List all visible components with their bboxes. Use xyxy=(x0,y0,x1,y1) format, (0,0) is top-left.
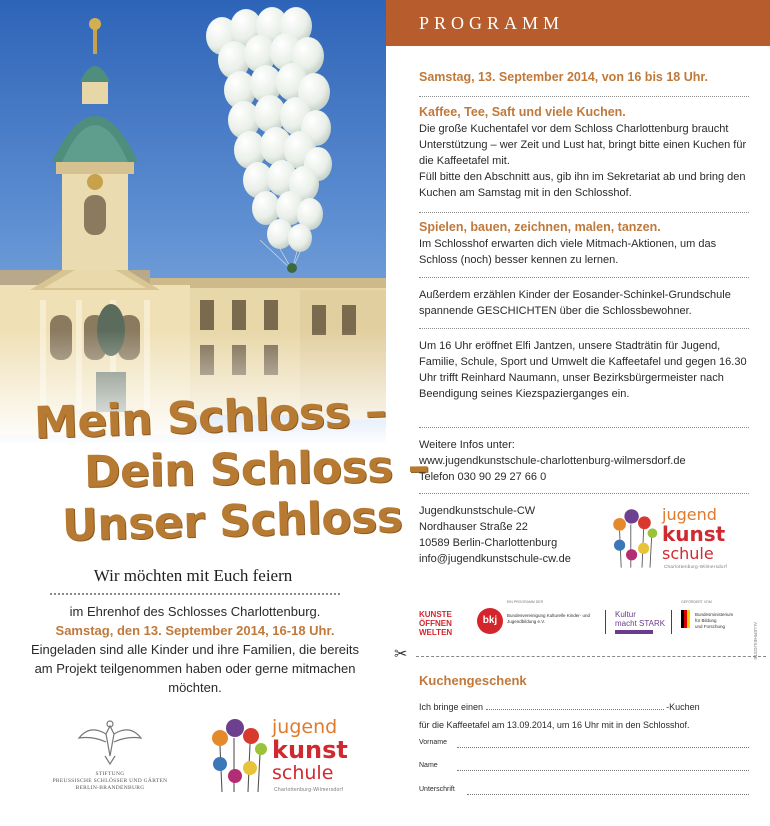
info-label: Weitere Infos unter: xyxy=(419,439,515,451)
unterschrift-field[interactable] xyxy=(419,786,749,800)
address-line-2: Nordhauser Straße 22 xyxy=(419,521,528,533)
logo-subtitle: Charlottenburg-Wilmersdorf xyxy=(274,787,344,793)
section-kuchen-text-2: Füll bitte den Abschnitt aus, gib ihn im Sekretariat ab und bring den Kuchen am Samstag mit in den Schlosshof. xyxy=(419,171,746,199)
section-spielen-heading: Spielen, bauen, zeichnen, malen, tanzen. xyxy=(419,220,661,234)
bkj-text: Bundesvereinigung Kulturelle Kinder- und Jugendbildung e.V. xyxy=(507,613,591,624)
bmbf-small-label: GEFÖRDERT VOM xyxy=(681,600,712,604)
celebrate-heading: Wir möchten mit Euch feiern xyxy=(93,566,293,585)
kuchen-line-2: für die Kaffeetafel am 13.09.2014, um 16 Uhr mit in den Schlosshof. xyxy=(419,720,690,730)
kuchen-type-field[interactable] xyxy=(486,702,664,710)
dotted-divider xyxy=(50,593,340,595)
section-eroeffnung-text: Um 16 Uhr eröffnet Elfi Jantzen, unsere Stadträtin für Jugend, Familie, Schule, Sport und Umwelt die Kaffeetafel und gegen 16.30 Uhr trifft Reinhard Naumann, unser Bezirksbürgermeister nach Beendigung seines Kiezspazierganges ein. xyxy=(419,340,747,400)
separator xyxy=(419,96,749,97)
kuchen-line-1b: -Kuchen xyxy=(666,702,700,712)
kuchengeschenk-title: Kuchengeschenk xyxy=(419,673,527,688)
info-block xyxy=(419,437,749,485)
partner-logos xyxy=(419,598,759,646)
separator xyxy=(419,328,749,329)
flowers-icon xyxy=(610,506,658,570)
section-spielen-text: Im Schlosshof erwarten dich viele Mitmach-Aktionen, um das Schloss (noch) besser kennen zu lernen. xyxy=(419,238,717,266)
ko-line-1: KUNSTE xyxy=(419,610,452,619)
name-label: Name xyxy=(419,762,438,769)
headline xyxy=(0,385,430,560)
address-line-3: 10589 Berlin-Charlottenburg xyxy=(419,537,558,549)
scissors-icon: ✂ xyxy=(394,646,408,663)
vorname-line[interactable] xyxy=(457,747,749,748)
separator xyxy=(419,493,749,494)
km-line-2: macht STARK xyxy=(615,619,666,628)
bkj-mark: bkj xyxy=(477,608,503,634)
unterschrift-label: Unterschrift xyxy=(419,786,455,793)
vorname-label: Vorname xyxy=(419,739,448,746)
bmbf-logo xyxy=(681,608,753,638)
info-phone: Telefon 030 90 29 27 66 0 xyxy=(419,471,547,483)
km-line-1: Kultur xyxy=(615,610,636,619)
info-url[interactable]: www.jugendkunstschule-charlottenburg-wilmersdorf.de xyxy=(419,455,686,467)
kuchengeschenk-text xyxy=(419,698,749,734)
invite-text xyxy=(30,602,360,697)
logo-word-jugend: jugend xyxy=(662,505,717,524)
eagle-icon xyxy=(75,716,145,766)
spsg-line-2: PREUSSISCHE SCHLÖSSER UND GÄRTEN xyxy=(52,778,168,784)
side-identifier: ALLERHEILIGSTE xyxy=(753,622,758,660)
invite-date: Samstag, den 13. September 2014, 16-18 Uhr. xyxy=(55,623,335,638)
logo-subtitle: Charlottenburg-Wilmersdorf xyxy=(664,564,728,569)
section-eroeffnung xyxy=(419,338,749,402)
unterschrift-line[interactable] xyxy=(467,794,749,795)
headline-line-2: Dein Schloss – xyxy=(83,440,430,499)
bmbf-line-1: Bundesministerium xyxy=(695,612,734,617)
flowers-icon xyxy=(208,716,268,794)
kuenste-oeffnen-welten-logo xyxy=(419,610,452,637)
ko-line-3: WELTEN xyxy=(419,628,453,637)
bkj-logo xyxy=(477,606,597,636)
logo-word-jugend: jugend xyxy=(272,716,338,738)
castle-photo xyxy=(0,0,386,445)
bmbf-line-2: für Bildung xyxy=(695,618,717,623)
section-kuchen-heading: Kaffee, Tee, Saft und viele Kuchen. xyxy=(419,105,626,119)
section-kuchen-text: Die große Kuchentafel vor dem Schloss Charlottenburg braucht Unterstützung – wer Zeit und Lust hat, bringt bitte einen Kuchen für die Kaffeetafel mit. xyxy=(419,123,747,167)
date-block xyxy=(419,69,749,86)
ko-line-2: ÖFFNEN xyxy=(419,619,452,628)
jugendkunstschule-logo-small xyxy=(610,506,740,576)
invite-line-1: im Ehrenhof des Schlosses Charlottenburg. xyxy=(69,604,321,619)
programm-banner xyxy=(386,0,770,46)
dashed-cut-line xyxy=(416,656,766,657)
headline-line-3: Unser Schloss xyxy=(61,491,403,552)
km-bar xyxy=(615,630,653,634)
name-line[interactable] xyxy=(457,770,749,771)
date-heading: Samstag, 13. September 2014, von 16 bis 18 Uhr. xyxy=(419,70,709,84)
logo-word-kunst: kunst xyxy=(662,522,726,546)
cut-line xyxy=(394,648,766,662)
kuchen-line-1a: Ich bringe einen xyxy=(419,702,484,712)
name-field[interactable] xyxy=(419,762,749,776)
logo-word-kunst: kunst xyxy=(272,736,348,764)
spsg-line-1: STIFTUNG xyxy=(95,771,125,777)
right-column xyxy=(386,0,770,826)
logo-word-schule: schule xyxy=(272,762,334,784)
headline-line-1: Mein Schloss – xyxy=(33,385,388,450)
spsg-line-3: BERLIN-BRANDENBURG xyxy=(75,785,145,791)
banner-title: PROGRAMM xyxy=(419,13,565,33)
separator xyxy=(419,277,749,278)
section-kuchen xyxy=(419,104,749,201)
federal-eagle-icon xyxy=(681,610,691,628)
section-geschichten xyxy=(419,287,749,319)
jugendkunstschule-logo xyxy=(208,716,368,800)
section-spielen xyxy=(419,219,749,268)
address-line-1: Jugendkunstschule-CW xyxy=(419,505,536,517)
spsg-logo xyxy=(50,716,170,806)
partner-divider xyxy=(671,610,672,634)
address-email[interactable]: info@jugendkunstschule-cw.de xyxy=(419,553,571,565)
vorname-field[interactable] xyxy=(419,739,749,753)
invite-rest: Eingeladen sind alle Kinder und ihre Familien, die bereits am Projekt teilgenommen haben oder gerne mitmachen möchten. xyxy=(30,642,360,695)
section-geschichten-text: Außerdem erzählen Kinder der Eosander-Schinkel-Grundschule spannende GESCHICHTEN über die Schlossbewohner. xyxy=(419,289,731,317)
bmbf-text xyxy=(695,612,733,630)
partner-divider xyxy=(605,610,606,634)
address-block xyxy=(419,503,619,567)
logo-word-schule: schule xyxy=(662,544,714,563)
kultur-macht-stark-logo xyxy=(615,610,665,634)
bmbf-line-3: und Forschung xyxy=(695,624,726,629)
separator xyxy=(419,427,749,428)
separator xyxy=(419,212,749,213)
bkj-small-label: EIN PROGRAMM DER xyxy=(507,600,544,604)
